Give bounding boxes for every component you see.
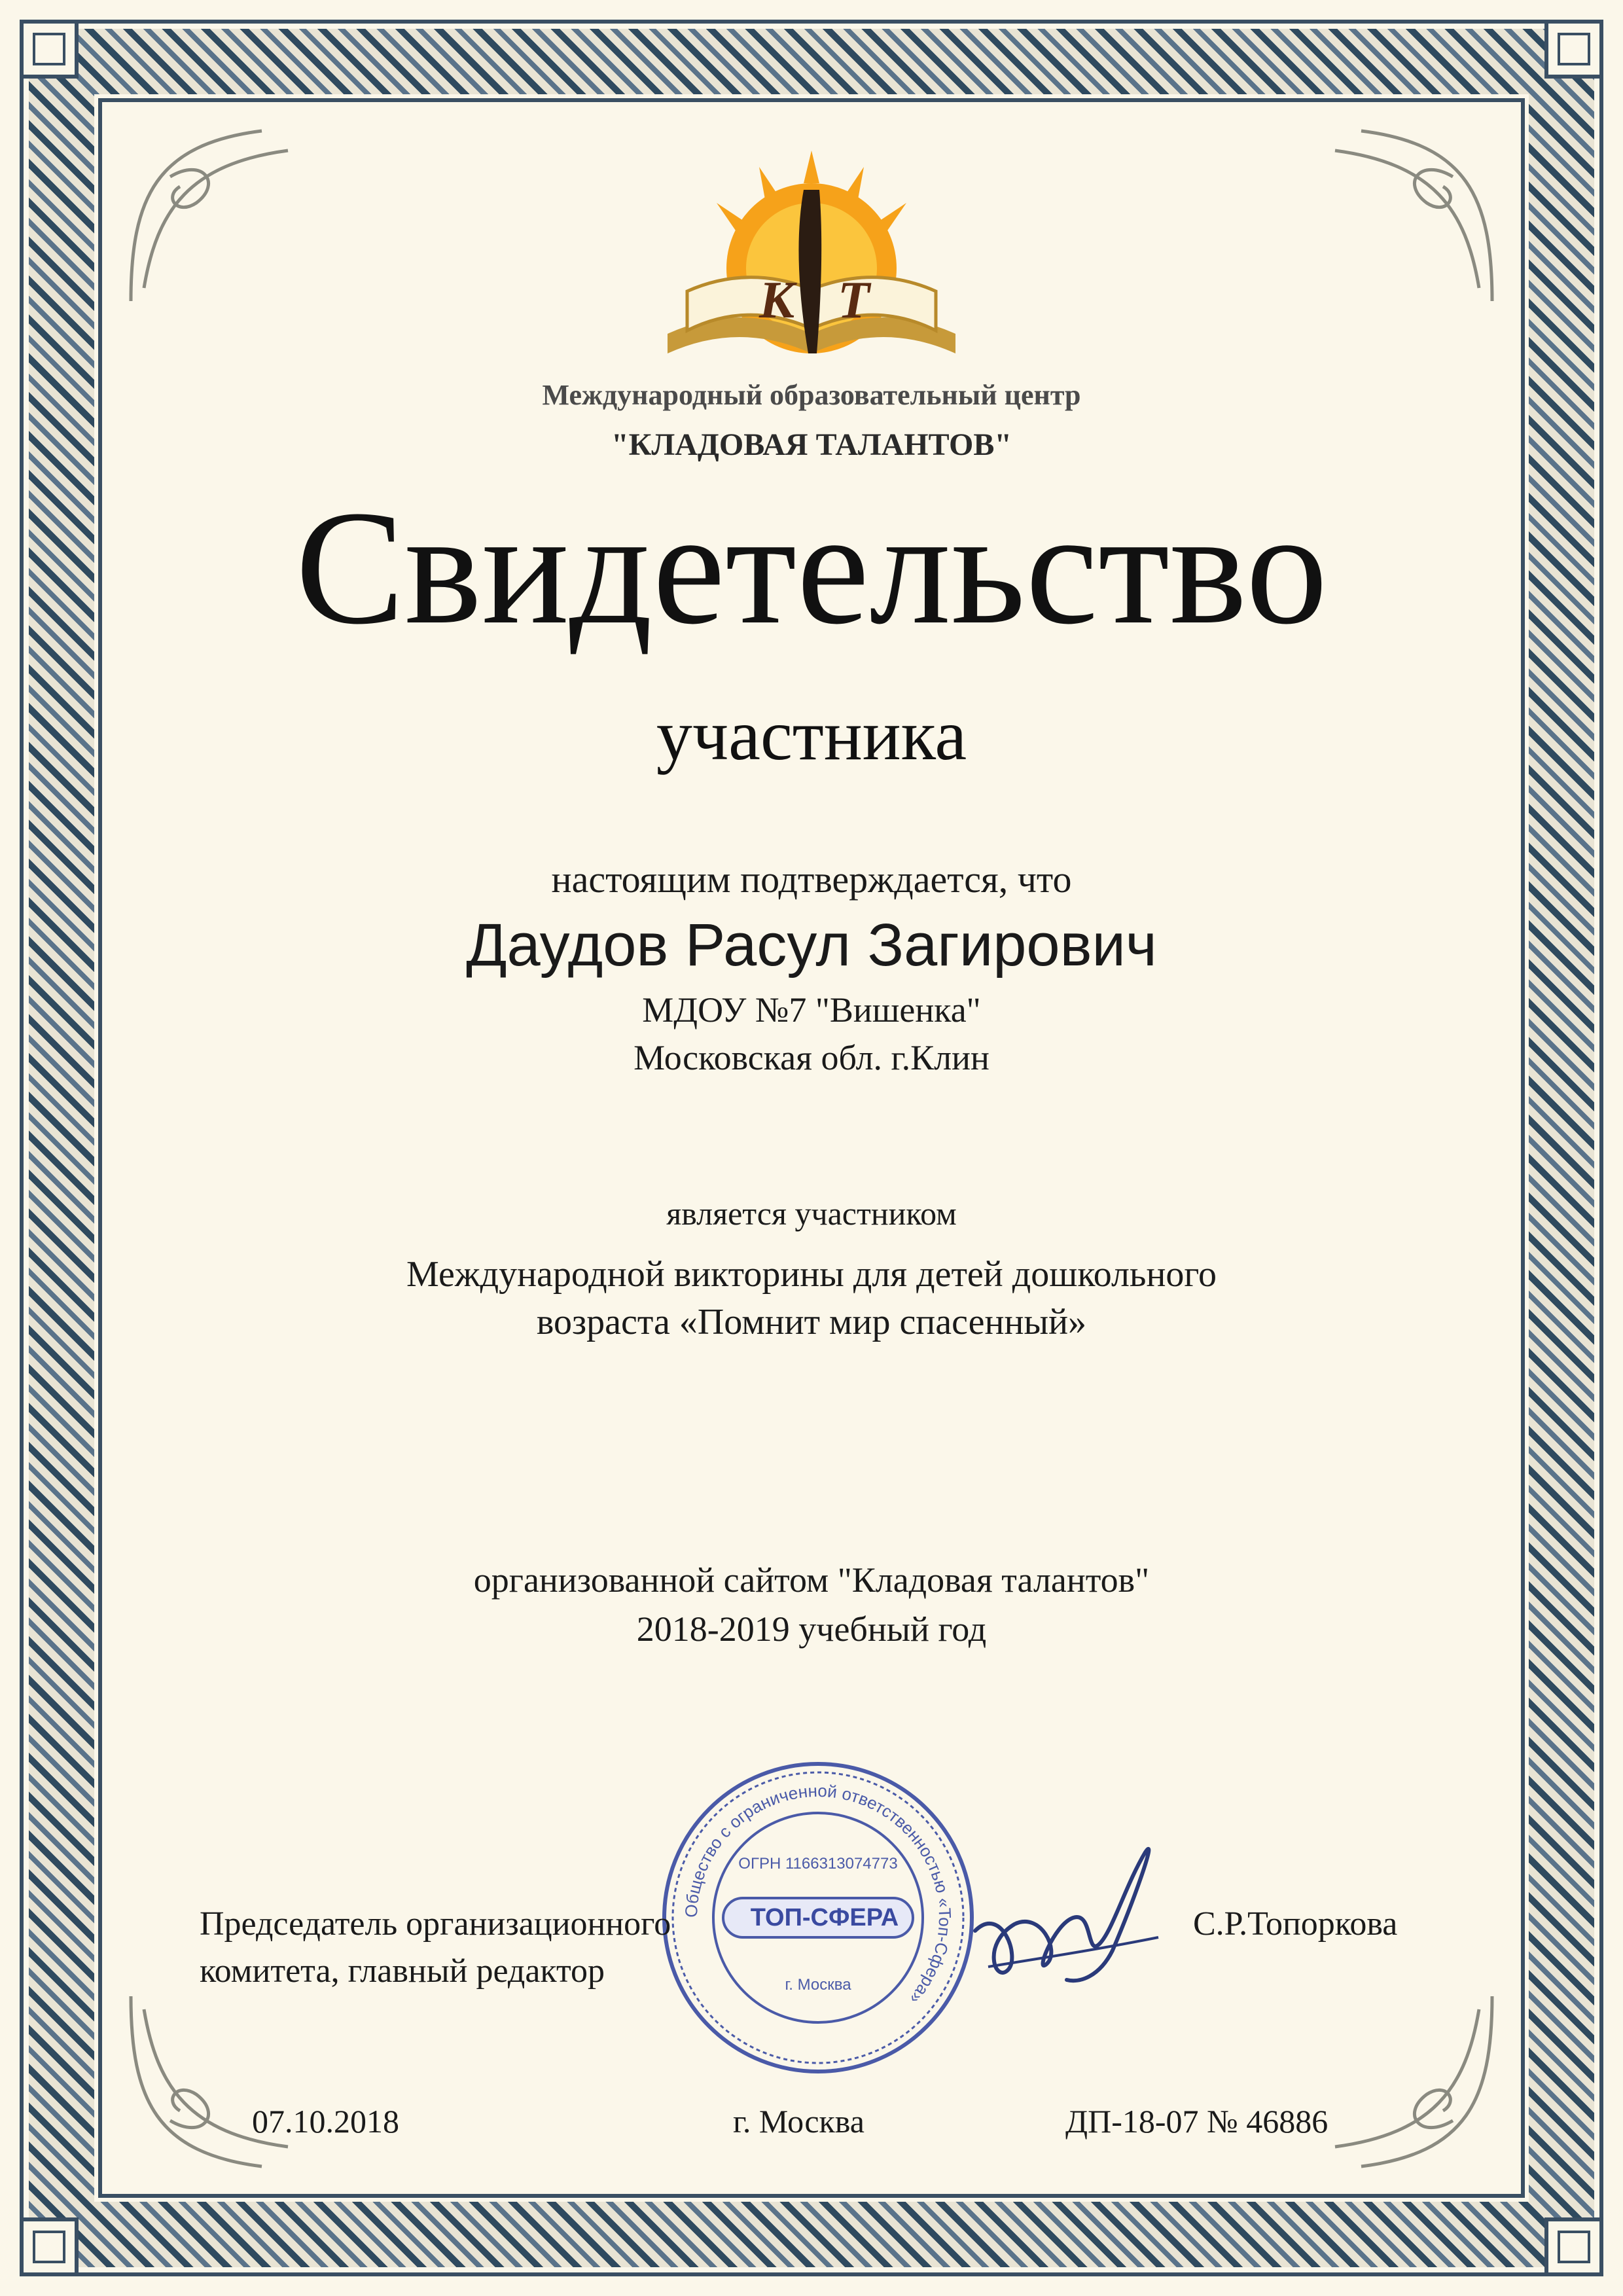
- event-name-line2: возраста «Помнит мир спасенный»: [536, 1302, 1087, 1342]
- svg-text:г. Москва: г. Москва: [785, 1976, 851, 1994]
- issue-date: 07.10.2018: [252, 2103, 399, 2140]
- corner-ornament-bottom-left: [20, 2217, 79, 2276]
- corner-ornament-bottom-right: [1544, 2217, 1603, 2276]
- recipient-name: Даудов Расул Загирович: [466, 912, 1157, 978]
- flourish-bottom-left: [118, 1983, 314, 2179]
- flourish-top-right: [1309, 118, 1505, 314]
- corner-ornament-top-right: [1544, 20, 1603, 79]
- handwritten-signature: [962, 1826, 1171, 1996]
- organization-name-line1: Международный образовательный центр: [542, 379, 1081, 411]
- kladovaya-talantov-logo: [648, 137, 975, 373]
- svg-text:Т: Т: [838, 272, 870, 329]
- organized-by: организованной сайтом "Кладовая талантов": [473, 1560, 1150, 1600]
- organization-name-line2: "КЛАДОВАЯ ТАЛАНТОВ": [611, 427, 1012, 462]
- signer-name: С.Р.Топоркова: [1193, 1905, 1398, 1943]
- certificate-number: ДП-18-07 № 46886: [1065, 2103, 1329, 2140]
- corner-ornament-top-left: [20, 20, 79, 79]
- certificate-subtitle: участника: [656, 695, 967, 775]
- recipient-school: МДОУ №7 "Вишенка": [642, 990, 981, 1030]
- participant-status: является участником: [666, 1195, 957, 1232]
- signer-position-line2: комитета, главный редактор: [200, 1952, 605, 1990]
- academic-year: 2018-2019 учебный год: [636, 1609, 987, 1649]
- svg-text:ОГРН 1166313074773: ОГРН 1166313074773: [738, 1855, 898, 1873]
- flourish-top-left: [118, 118, 314, 314]
- official-stamp: [654, 1754, 982, 2081]
- flourish-bottom-right: [1309, 1983, 1505, 2179]
- confirm-text: настоящим подтверждается, что: [551, 858, 1072, 901]
- svg-text:ТОП-СФЕРА: ТОП-СФЕРА: [750, 1904, 899, 1931]
- recipient-city: Московская обл. г.Клин: [633, 1038, 990, 1077]
- svg-text:Общество с ограниченной ответс: Общество с ограниченной ответственностью «Топ-Сфера»: [681, 1780, 955, 2009]
- signer-position-line1: Председатель организационного: [200, 1905, 671, 1943]
- event-name-line1: Международной викторины для детей дошкольного: [406, 1254, 1217, 1295]
- certificate-title: Свидетельство: [295, 477, 1328, 658]
- svg-text:К: К: [759, 272, 795, 329]
- issue-city: г. Москва: [733, 2103, 865, 2140]
